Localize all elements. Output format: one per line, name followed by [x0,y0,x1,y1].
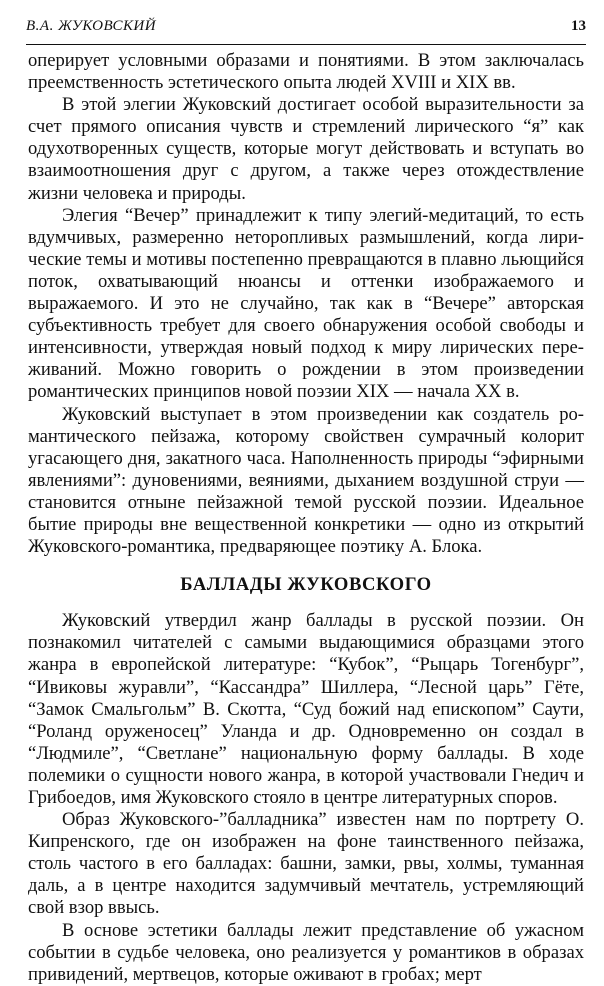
paragraph: Элегия “Вечер” принадлежит к типу элегий-медитаций, то есть вдумчивых, размеренно неторопливых размышлений, когда лирические темы и мотивы постепенно превращаются в плавно льющийся поток, охватывающий нюансы и оттенки изображаемого и выражаемого. И это не случайно, так как в “Вечере” авторская субъективность требует для своего обнаружения особой свободы и интенсивности, утверждая новый подход к миру лирических переживаний. Можно говорить о рождении в этом произведении романтических принципов новой поэзии XIX — начала XX в. [28,204,584,403]
running-header [26,18,586,38]
paragraph: Жуковский выступает в этом произведении как создатель романтического пейзажа, которому свойствен сумрачный колорит угасающего дня, закатного часа. Наполненность природы “эфирными явлениями”: дуновениями, веяниями, дыханием воздушной струи — становится отныне пейзажной темой русской поэзии. Идеальное бытие природы вне вещественной конкретики — одно из открытий Жуковского-романтика, предваряющее поэтику А. Блока. [28,403,584,558]
paragraph: Жуковский утвердил жанр баллады в русской поэзии. Он познакомил читателей с самыми выдающимися образцами этого жанра в европейской литературе: “Кубок”, “Рыцарь Тогенбург”, “Ивиковы журавли”, “Кассандра” Шиллера, “Лесной царь” Гёте, “Замок Смальгольм” В. Скотта, “Суд божий над епископом” Саути, “Роланд оруженосец” Уланда и др. Одновременно он создал в “Людмиле”, “Светлане” национальную форму баллады. В ходе полемики о сущности нового жанра, в которой участвовали Гнедич и Грибоедов, имя Жуковского стояло в центре литературных споров. [28,610,584,808]
running-head-author: В.А. ЖУКОВСКИЙ [26,18,157,34]
paragraph: В этой элегии Жуковский достигает особой выразительности за счет прямого описания чувств и стремлений лирического “я” как одухотворенных существ, которые могут действовать и вступать во взаимоотношения друг с другом, а также через отождествление жизни человека и природы. [28,94,584,204]
header-rule [26,44,586,45]
paragraph: В основе эстетики баллады лежит представление об ужасном событии в судьбе человека, оно реализуется у романтиков в образах привидений, мертвецов, которые оживают в гробах; мерт [28,919,584,985]
page-number: 13 [571,18,586,34]
body-text [28,50,584,986]
section-title: БАЛЛАДЫ ЖУКОВСКОГО [180,574,432,596]
paragraph: Образ Жуковского-”балладника” известен нам по портрету О. Кипренского, где он изображен на фоне таинственного пейзажа, столь частого в его балладах: башни, замки, рвы, холмы, туманная даль, а в центре находится задумчивый мечтатель, устремляющий свой взор ввысь. [28,809,584,919]
paragraph: оперирует условными образами и понятиями. В этом заключалась преемственность эстетического опыта людей XVIII и XIX вв. [28,50,584,94]
